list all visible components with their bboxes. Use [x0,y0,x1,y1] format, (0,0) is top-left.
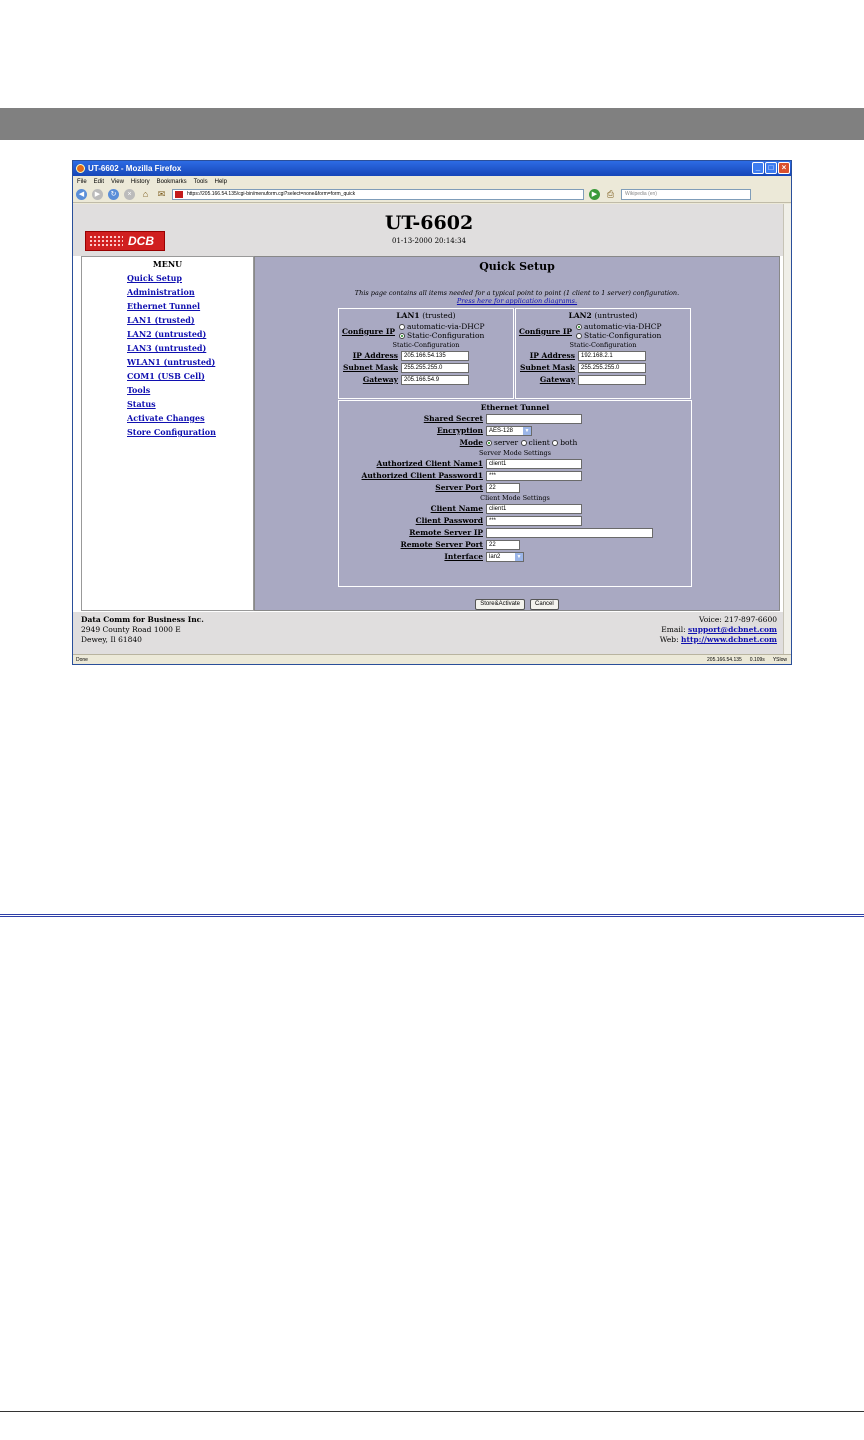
server-port-input[interactable]: 22 [486,483,520,493]
shared-secret-input[interactable] [486,414,582,424]
vertical-scrollbar[interactable] [783,204,791,656]
email-label: Email: [661,625,686,634]
document-divider [0,914,864,917]
lan1-dhcp-radio[interactable] [399,324,405,330]
lan1-configure-ip-label: Configure IP [341,326,395,336]
encryption-select[interactable]: AES-128 ▼ [486,426,532,436]
auth-client-name-input[interactable]: client1 [486,459,582,469]
menu-item-status[interactable]: Status [127,399,156,409]
auth-client-password-label: Authorized Client Password1 [361,471,483,480]
mode-label: Mode [459,438,483,447]
server-port-label: Server Port [435,483,483,492]
address-line1: 2949 County Road 1000 E [81,625,181,634]
device-datetime: 01-13-2000 20:14:34 [391,237,467,245]
lan2-mask-input[interactable]: 255.255.255.0 [578,363,646,373]
lan1-ip-input[interactable]: 205.166.54.135 [401,351,469,361]
document-header-band [0,108,864,140]
status-time: 0.109s [749,656,765,663]
minimize-button[interactable]: _ [752,162,764,174]
back-icon[interactable]: ◀ [76,189,87,200]
menu-edit[interactable]: Edit [93,178,105,185]
menu-bar [73,176,791,187]
menu-item-lan1[interactable]: LAN1 (trusted) [127,315,195,325]
close-button[interactable]: × [778,162,790,174]
mode-client-radio[interactable] [521,440,527,446]
mail-icon[interactable]: ✉ [157,189,166,199]
lan2-configure-ip-label: Configure IP [518,326,572,336]
lan1-mask-label: Subnet Mask [343,363,398,372]
menu-item-administration[interactable]: Administration [127,287,195,297]
reload-icon[interactable]: ↻ [108,189,119,200]
web-label: Web: [659,635,679,644]
menu-item-com1[interactable]: COM1 (USB Cell) [127,371,205,381]
web-link[interactable]: http://www.dcbnet.com [681,635,777,644]
remote-server-port-label: Remote Server Port [400,540,483,549]
remote-server-ip-input[interactable] [486,528,653,538]
lan1-heading: LAN1 (trusted) [396,311,456,320]
menu-item-activate-changes[interactable]: Activate Changes [127,413,205,423]
document-footer-rule [0,1411,864,1412]
company-name: Data Comm for Business Inc. [81,615,204,624]
forward-icon[interactable]: ▶ [92,189,103,200]
remote-server-port-input[interactable]: 22 [486,540,520,550]
mode-both-radio[interactable] [552,440,558,446]
ethernet-tunnel-section [338,400,692,587]
status-bar [73,654,792,664]
page-viewport [73,204,785,656]
menu-item-ethernet-tunnel[interactable]: Ethernet Tunnel [127,301,201,311]
lan2-static-radio[interactable] [576,333,582,339]
mode-client-label: client [528,438,550,447]
quick-setup-title: Quick Setup [479,260,555,273]
lan1-gateway-input[interactable]: 205.166.54.9 [401,375,469,385]
lan2-dhcp-label: automatic-via-DHCP [584,322,662,331]
mode-server-label: server [494,438,519,447]
lan2-heading: LAN2 (untrusted) [568,311,638,320]
tunnel-heading: Ethernet Tunnel [480,403,550,412]
title-bar [73,161,791,176]
lan2-dhcp-radio[interactable] [576,324,582,330]
auth-client-name-label: Authorized Client Name1 [376,459,483,468]
go-icon[interactable]: ▶ [589,189,600,200]
chevron-down-icon: ▼ [524,427,530,434]
menu-file[interactable]: File [77,178,87,185]
menu-item-lan2[interactable]: LAN2 (untrusted) [127,329,207,339]
sidebar-menu [81,256,254,611]
quick-setup-description: This page contains all items needed for a typical point to point (1 client to 1 server) configuration. [354,289,680,297]
status-text: Done [76,656,88,663]
diagram-link[interactable]: Press here for application diagrams. [456,297,578,305]
menu-help[interactable]: Help [214,178,227,185]
lan2-ip-label: IP Address [529,351,575,360]
voice-number: Voice: 217-897-6600 [699,615,777,624]
menu-item-quick-setup[interactable]: Quick Setup [127,273,182,283]
client-password-input[interactable]: *** [486,516,582,526]
home-icon[interactable]: ⌂ [142,189,149,199]
firefox-icon [76,164,85,173]
lan1-static-label: Static-Configuration [407,331,485,340]
lan1-gateway-label: Gateway [362,375,398,384]
lan2-static-header: Static-Configuration [569,341,637,349]
lan1-mask-input[interactable]: 255.255.255.0 [401,363,469,373]
mode-both-label: both [560,438,578,447]
interface-select[interactable]: lan2 ▼ [486,552,524,562]
cancel-button[interactable]: Cancel [530,599,559,610]
lan1-section [338,308,514,399]
store-activate-button[interactable]: Store&Activate [475,599,525,610]
lan2-gateway-label: Gateway [539,375,575,384]
lan1-dhcp-label: automatic-via-DHCP [407,322,485,331]
quick-setup-panel [254,256,780,611]
shared-secret-label: Shared Secret [423,414,483,423]
lan2-mask-label: Subnet Mask [520,363,575,372]
lan2-static-label: Static-Configuration [584,331,662,340]
stop-icon[interactable]: × [124,189,135,200]
search-input[interactable]: Wikipedia (en) [621,189,751,200]
navigation-toolbar [73,187,791,203]
address-line2: Dewey, Il 61840 [81,635,142,644]
lan2-section [515,308,691,399]
remote-server-ip-label: Remote Server IP [409,528,483,537]
menu-tools[interactable]: Tools [193,178,208,185]
lan2-gateway-input[interactable] [578,375,646,385]
client-password-label: Client Password [415,516,483,525]
browser-window [72,160,792,665]
menu-item-wlan1[interactable]: WLAN1 (untrusted) [127,357,216,367]
print-icon[interactable]: ⎙ [606,189,615,199]
lan1-static-radio[interactable] [399,333,405,339]
lan1-static-header: Static-Configuration [392,341,460,349]
window-title: UT-6602 - Mozilla Firefox [88,164,182,173]
menu-history[interactable]: History [130,178,150,185]
menu-item-lan3[interactable]: LAN3 (untrusted) [127,343,207,353]
menu-bookmarks[interactable]: Bookmarks [156,178,187,185]
interface-label: Interface [444,552,483,561]
menu-item-tools[interactable]: Tools [127,385,151,395]
lan2-ip-input[interactable]: 192.168.2.1 [578,351,646,361]
status-ip: 205.166.54.135 [707,656,742,663]
page-header [73,204,785,256]
url-bar[interactable]: https://205.166.54.135/cgi-bin/menuform.cgi?select=none&form=form_quick [172,189,584,200]
maximize-button[interactable]: □ [765,162,777,174]
menu-title: MENU [152,259,183,269]
auth-client-password-input[interactable]: *** [486,471,582,481]
chevron-down-icon: ▼ [516,553,522,560]
mode-server-radio[interactable] [486,440,492,446]
menu-view[interactable]: View [111,178,124,185]
status-extra: YSlow [772,656,787,663]
email-link[interactable]: support@dcbnet.com [688,625,777,634]
server-mode-settings-heading: Server Mode Settings [478,449,552,457]
client-name-label: Client Name [430,504,483,513]
dcb-logo: DCB [85,231,165,251]
client-name-input[interactable]: client1 [486,504,582,514]
menu-item-store-configuration[interactable]: Store Configuration [127,427,216,437]
client-mode-settings-heading: Client Mode Settings [480,494,550,502]
encryption-label: Encryption [436,426,483,435]
lan1-ip-label: IP Address [352,351,398,360]
device-title: UT-6602 [384,212,474,234]
page-footer [73,612,785,656]
